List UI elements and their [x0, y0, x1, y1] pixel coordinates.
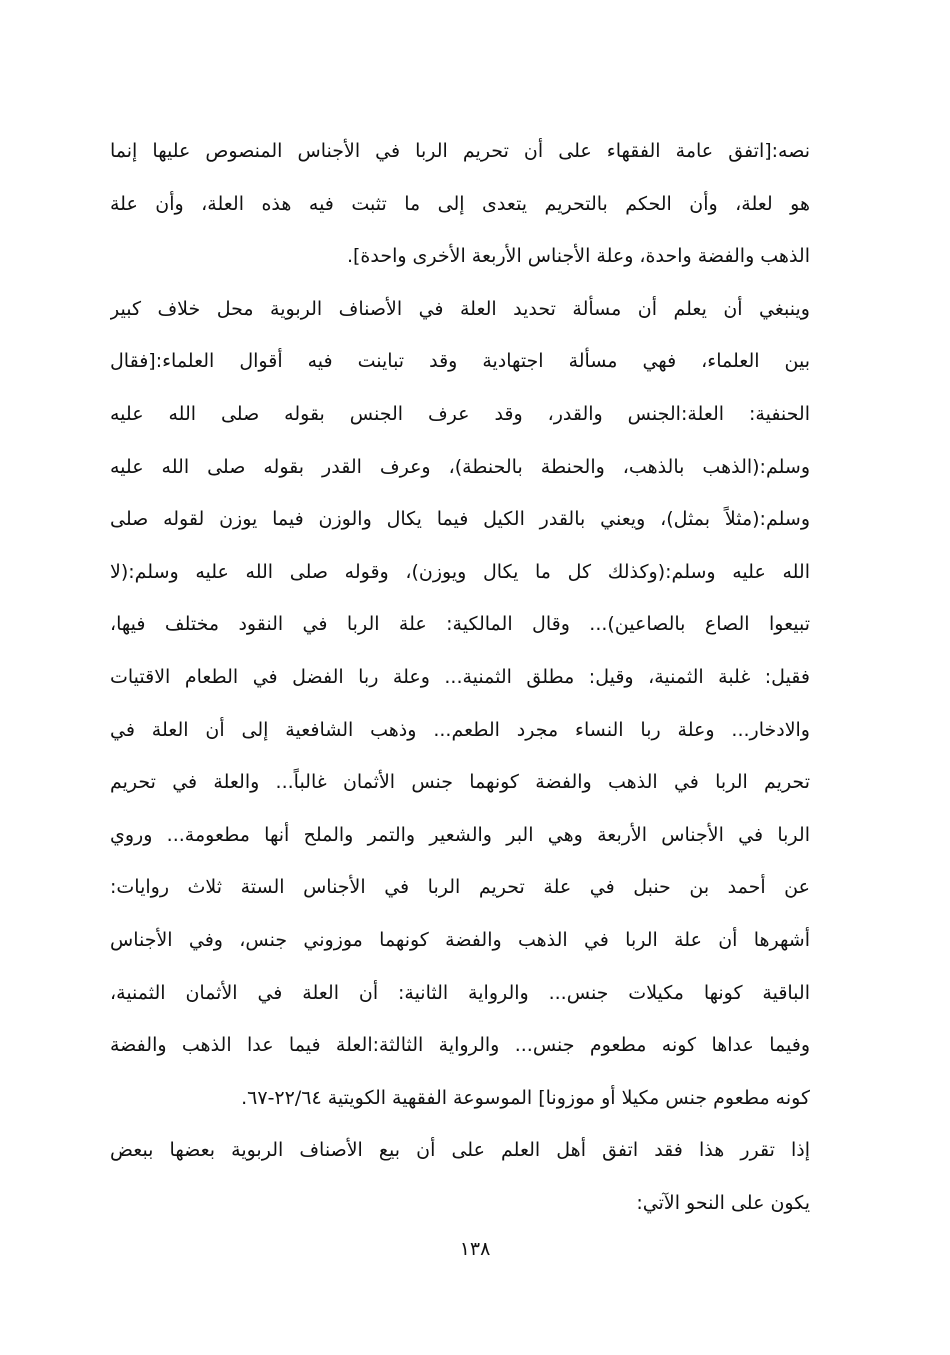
text-line: الربا في الأجناس الأربعة وهي البر والشعير والتمر والملح أنها مطعومة... وروي [110, 823, 810, 846]
text-line: وينبغي أن يعلم أن مسألة تحديد العلة في الأصناف الربوية محل خلاف كبير [110, 297, 810, 320]
text-line: وفيما عداها كونه مطعوم جنس... والرواية الثالثة:العلة فيما عدا الذهب والفضة [110, 1034, 810, 1057]
text-line: فقيل: غلبة الثمنية، وقيل: مطلق الثمنية... وعلة ربا الفضل في الطعام الاقتيات [110, 665, 810, 688]
text-line: عن أحمد بن حنبل في علة تحريم الربا في الأجناس الستة ثلاث روايات: [110, 876, 810, 899]
text-line: نصه:[اتفق عامة الفقهاء على أن تحريم الربا في الأجناس المنصوص عليها إنما [110, 140, 810, 162]
text-line: الباقية كونها مكيلات جنس... والرواية الثانية: أن العلة في الأثمان الثمنية، [110, 981, 810, 1004]
text-line: والادخار... وعلة ربا النساء مجرد الطعم... وذهب الشافعية إلى أن العلة في [110, 718, 810, 741]
text-line: إذا تقرر هذا فقد اتفق أهل العلم على أن بيع الأصناف الربوية بعضها ببعض [110, 1139, 810, 1162]
text-line: الحنفية: العلة:الجنس والقدر، وقد عرف الجنس بقوله صلى الله عليه [110, 402, 810, 425]
paragraph [110, 1124, 810, 1229]
text-line: تبيعوا الصاع بالصاعين)... وقال المالكية: علة الربا في النقود مختلف فيها، [110, 613, 810, 636]
text-line: يكون على النحو الآتي: [636, 1191, 810, 1214]
text-line: تحريم الربا في الذهب والفضة كونهما جنس الأثمان غالباً... والعلة في تحريم [110, 771, 810, 794]
paragraph [110, 125, 810, 283]
text-line: وسلم:(مثلاً بمثل)، ويعني بالقدر الكيل فيما يكال والوزن فيما يوزن لقوله صلى [110, 508, 810, 531]
text-line: الله عليه وسلم:(وكذلك كل ما يكال ويوزن)، وقوله صلى الله عليه وسلم:(لا [110, 560, 810, 583]
document-body [110, 125, 810, 1229]
page-number: ١٣٨ [459, 1238, 491, 1260]
text-line: هو لعلة، وأن الحكم بالتحريم يتعدى إلى ما تثبت فيه هذه العلة، وأن علة [110, 192, 810, 215]
text-line: أشهرها أن علة الربا في الذهب والفضة كونهما موزوني جنس، وفي الأجناس [110, 928, 810, 951]
paragraph [110, 283, 810, 1125]
text-line: وسلم:(الذهب بالذهب، والحنطة بالحنطة)، وعرف القدر بقوله صلى الله عليه [110, 455, 810, 478]
text-line: كونه مطعوم جنس مكيلا أو موزونا] الموسوعة الفقهية الكويتية ٢٢/٦٤-٦٧. [241, 1086, 810, 1109]
text-line: الذهب والفضة واحدة، وعلة الأجناس الأربعة الأخرى واحدة]. [346, 245, 810, 268]
text-line: بين العلماء، فهي مسألة اجتهادية وقد تباينت فيه أقوال العلماء:[فقال [110, 350, 810, 373]
